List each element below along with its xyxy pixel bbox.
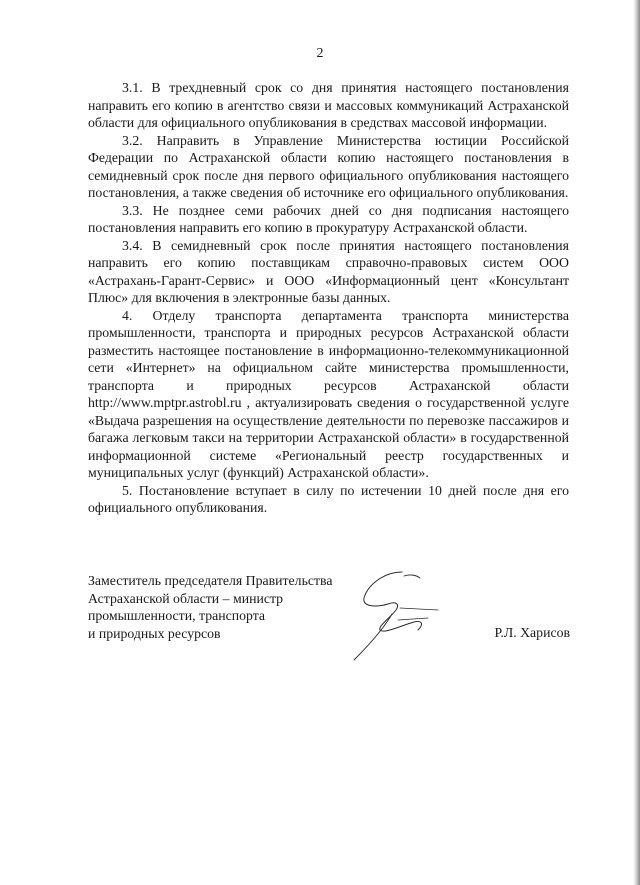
- paragraph-3-4: 3.4. В семидневный срок после принятия настоящего постановления направить его копию поставщикам справочно-правовых систем ООО «Астрахань-Гарант-Сервис» и ООО «Информационный цент «Консультант Плюс» для включения в электронные базы данных.: [88, 237, 569, 305]
- signer-name: Р.Л. Харисов: [494, 625, 570, 640]
- signatory-title-line: промышленности, транспорта: [88, 608, 266, 623]
- page-edge-shadow: [633, 0, 640, 885]
- signatory-title-line: Заместитель председателя Правительства: [88, 573, 333, 588]
- signatory-title-line: Астраханской области – министр: [88, 590, 284, 606]
- paragraph-3-1: 3.1. В трехдневный срок со дня принятия настоящего постановления направить его копию в агентство связи и массовых коммуникаций Астраханской области для официального опубликования в средствах массовой информации.: [88, 80, 569, 130]
- handwritten-signature-icon: [340, 568, 460, 663]
- paragraph-4: 4. Отделу транспорта департамента транспорта министерства промышленности, транспорта и природных ресурсов Астраханской области разместить настоящее постановление в информационно-телекоммуникационной сети «Интернет» на официальном сайте министерства промышленности, транспорта и природных ресурсов Астраханской области http://www.mptpr.astrobl.ru , актуализировать сведения о государственной услуге «Выдача разрешения на осуществление деятельности по перевозке пассажиров и багажа легковым такси на территории Астраханской области» в государственной информационной системе «Региональный реестр государственных и муниципальных услуг (функций) Астраханской области».: [88, 307, 569, 480]
- signatory-title-line: и природных ресурсов: [88, 625, 221, 641]
- document-body: [88, 79, 569, 517]
- paragraph-5: 5. Постановление вступает в силу по истечении 10 дней после дня его официального опубликования.: [88, 482, 569, 515]
- paragraph-3-3: 3.3. Не позднее семи рабочих дней со дня подписания настоящего постановления направить его копию в прокуратуру Астраханской области.: [88, 202, 569, 235]
- paragraph-3-2: 3.2. Направить в Управление Министерства юстиции Российской Федерации по Астраханской области копию настоящего постановления в семидневный срок после дня первого официального опубликования настоящего постановления, а также сведения об источнике его официального опубликования.: [88, 132, 569, 200]
- signatory-title: [88, 572, 332, 642]
- page-number: 2: [316, 46, 324, 61]
